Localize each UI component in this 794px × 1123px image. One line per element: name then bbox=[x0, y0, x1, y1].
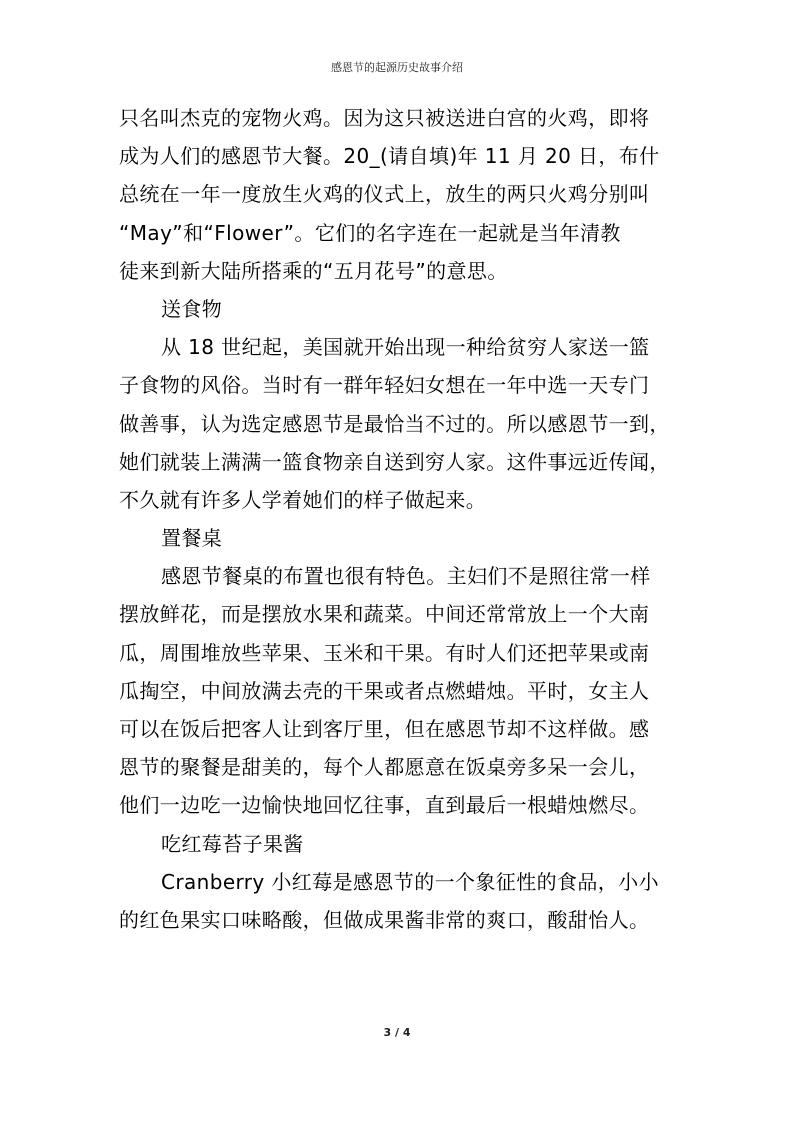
text-line: 总统在一年一度放生火鸡的仪式上，放生的两只火鸡分别叫 bbox=[119, 182, 650, 207]
page-header: 感恩节的起源历史故事介绍 bbox=[331, 61, 463, 74]
text-line: 可以在饭后把客人让到客厅里，但在感恩节却不这样做。感 bbox=[119, 717, 650, 741]
text-line: 只名叫杰克的宠物火鸡。因为这只被送进白宫的火鸡，即将 bbox=[119, 106, 650, 130]
text-line: 不久就有许多人学着她们的样子做起来。 bbox=[119, 487, 487, 512]
text-line: 恩节的聚餐是甜美的，每个人都愿意在饭桌旁多呆一会儿， bbox=[119, 755, 650, 780]
paragraph-start: 从 18 世纪起，美国就开始出现一种给贫穷人家送一篮 bbox=[161, 335, 650, 360]
page-number: 3 / 4 bbox=[383, 1026, 411, 1039]
text-line: 做善事，认为选定感恩节是最恰当不过的。所以感恩节一到， bbox=[119, 411, 670, 436]
paragraph-start: 感恩节餐桌的布置也很有特色。主妇们不是照往常一样 bbox=[161, 564, 651, 589]
section-heading-table-setting: 置餐桌 bbox=[161, 526, 223, 551]
text-line: 摆放鲜花，而是摆放水果和蔬菜。中间还常常放上一个大南 bbox=[119, 602, 650, 627]
paragraph-start: Cranberry 小红莓是感恩节的一个象征性的食品，小小 bbox=[161, 869, 660, 894]
section-heading-cranberry: 吃红莓苔子果酱 bbox=[161, 831, 304, 856]
text-line: 瓜掏空，中间放满去壳的干果或者点燃蜡烛。平时，女主人 bbox=[119, 678, 650, 703]
text-line: 她们就装上满满一篮食物亲自送到穷人家。这件事远近传闻， bbox=[119, 449, 670, 474]
text-line: 子食物的风俗。当时有一群年轻妇女想在一年中选一天专门 bbox=[119, 373, 650, 398]
text-line: 他们一边吃一边愉快地回忆往事，直到最后一根蜡烛燃尽。 bbox=[119, 793, 650, 818]
text-line: 瓜，周围堆放些苹果、玉米和干果。有时人们还把苹果或南 bbox=[119, 640, 650, 665]
text-line: “May”和“Flower”。它们的名字连在一起就是当年清教 bbox=[119, 220, 621, 245]
document-body bbox=[119, 99, 681, 939]
text-line: 徒来到新大陆所搭乘的“五月花号”的意思。 bbox=[119, 258, 508, 283]
section-heading-food-giving: 送食物 bbox=[161, 296, 223, 321]
text-line: 的红色果实口味略酸，但做成果酱非常的爽口，酸甜怡人。 bbox=[119, 907, 650, 932]
text-line: 成为人们的感恩节大餐。20_(请自填)年 11 月 20 日，布什 bbox=[119, 144, 660, 169]
